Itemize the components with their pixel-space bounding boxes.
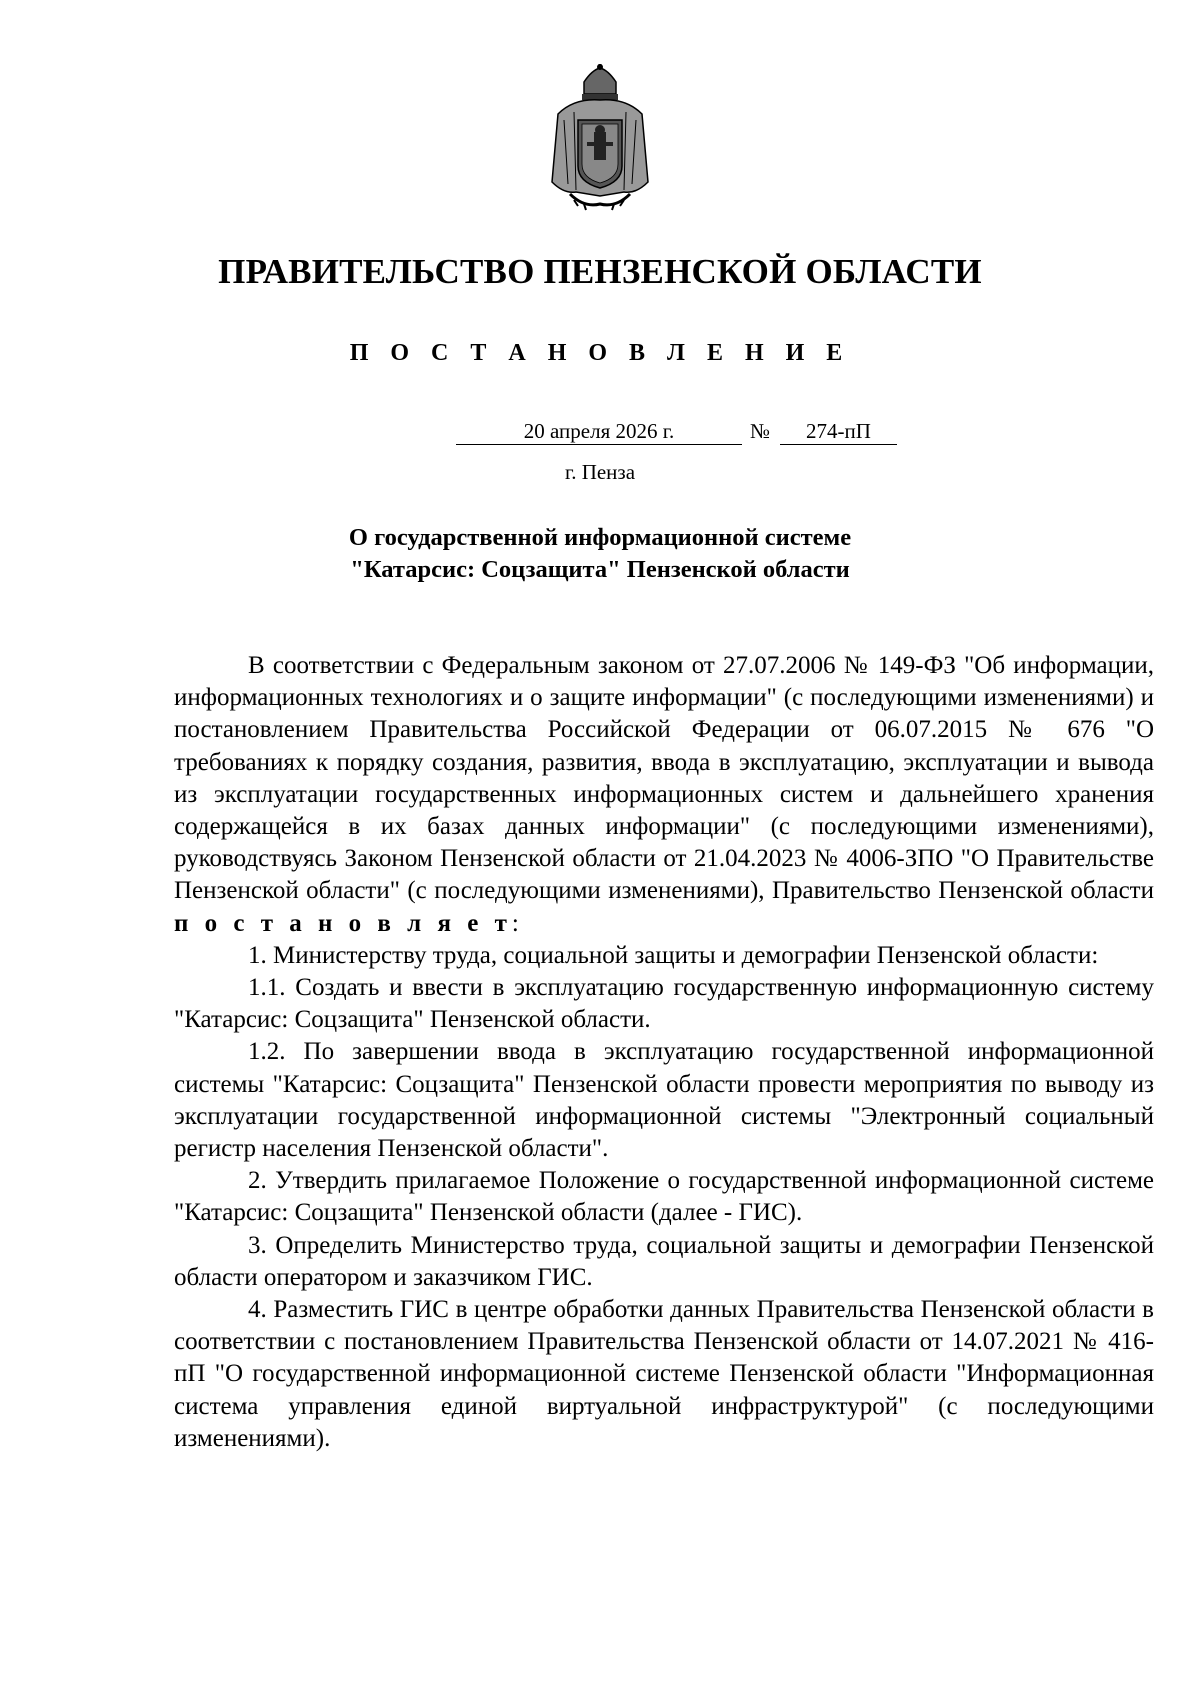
paragraph-1-1: 1.1. Создать и ввести в эксплуатацию государственную информационную систему "Катарсис: Соцзащита" Пензенской области. <box>174 974 1154 1034</box>
paragraph-1-2: 1.2. По завершении ввода в эксплуатацию государственной информационной системы "Катарсис: Соцзащита" Пензенской области провести мероприятия по выводу из эксплуатации государственной информационной системы "Электронный социальный регистр населения Пензенской области". <box>174 1038 1154 1163</box>
subject-line-2: "Катарсис: Соцзащита" Пензенской области <box>350 556 850 583</box>
document-body <box>174 650 1154 1455</box>
document-type: П О С Т А Н О В Л Е Н И Е <box>349 340 851 366</box>
preamble-text: В соответствии с Федеральным законом от 27.07.2006 № 149-ФЗ "Об информации, информационных технологиях и о защите информации" (с последующими изменениями) и постановлением Правительства Российской Федерации от 06.07.2015 № 676 "О требованиях к порядку создания, развития, ввода в эксплуатацию, эксплуатации и вывода из эксплуатации государственных информационных систем и дальнейшего хранения содержащейся в их базах данных информации" (с последующими изменениями), руководствуясь Законом Пензенской области от 21.04.2023 № 4006-ЗПО "О Правительстве Пензенской области" (с последующими изменениями), Правительство Пензенской области <box>174 652 1154 905</box>
date-number-line <box>0 418 1200 448</box>
preamble-paragraph <box>174 650 1154 940</box>
paragraph-3: 3. Определить Министерство труда, социальной защиты и демографии Пензенской области оператором и заказчиком ГИС. <box>174 1231 1154 1291</box>
number-sign: № <box>750 419 771 443</box>
city: г. Пенза <box>564 460 636 484</box>
paragraph-1: 1. Министерству труда, социальной защиты и демографии Пензенской области: <box>248 941 1099 969</box>
paragraph-4: 4. Разместить ГИС в центре обработки данных Правительства Пензенской области в соответствии с постановлением Правительства Пензенской области от 14.07.2021 № 416-пП "О государственной информационной системе Пензенской области "Информационная система управления единой виртуальной инфраструктурой" (с последующими изменениями). <box>174 1296 1154 1452</box>
decree-word: п о с т а н о в л я е т <box>174 909 512 937</box>
government-name: ПРАВИТЕЛЬСТВО ПЕНЗЕНСКОЙ ОБЛАСТИ <box>218 252 982 291</box>
document-date: 20 апреля 2026 г. <box>456 418 742 445</box>
subject-line-1: О государственной информационной системе <box>348 524 852 551</box>
coat-of-arms-icon <box>544 64 656 214</box>
document-number: 274-пП <box>780 418 897 445</box>
paragraph-2: 2. Утвердить прилагаемое Положение о государственной информационной системе "Катарсис: Соцзащита" Пензенской области (далее - ГИС). <box>174 1167 1154 1227</box>
decree-colon: : <box>511 909 519 937</box>
document-subject <box>0 522 1200 586</box>
